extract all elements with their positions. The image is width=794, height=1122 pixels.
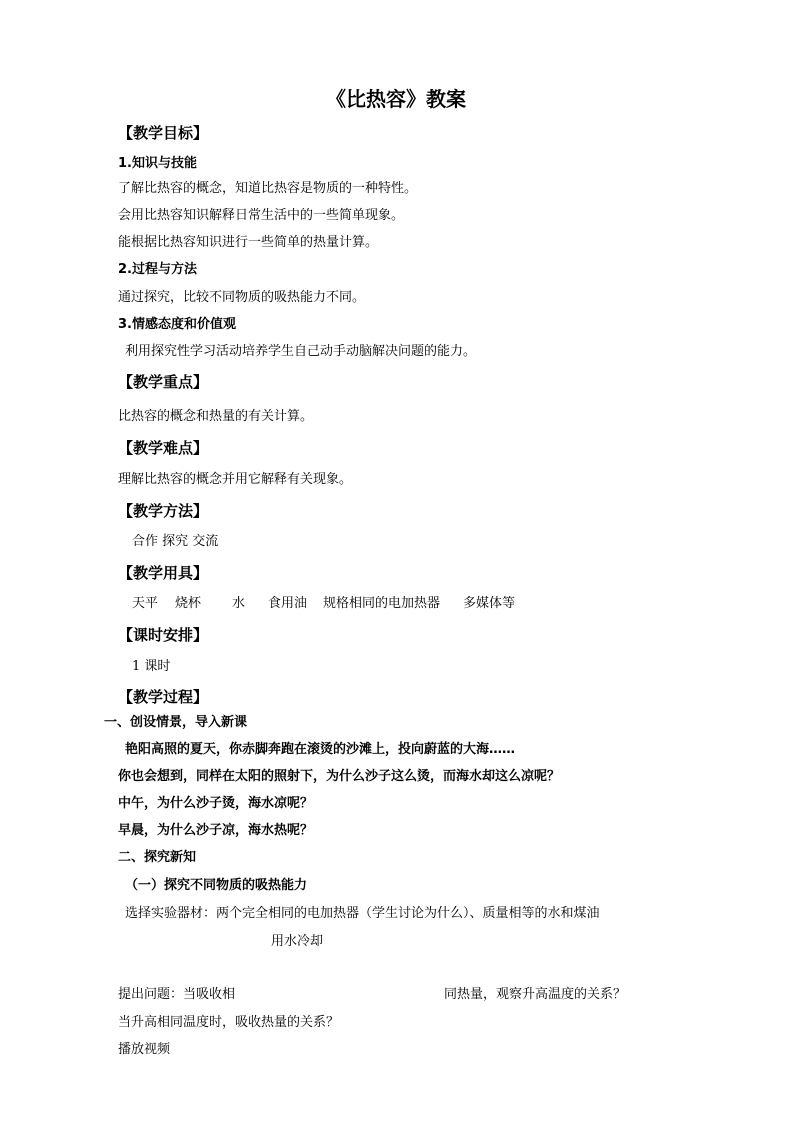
subheading-process-method: 2.过程与方法 [118, 262, 197, 277]
paragraph: 提出问题：当吸收相 [118, 987, 236, 1002]
paragraph: 利用探究性学习活动培养学生自己动手动脑解决问题的能力。 [125, 344, 477, 359]
paragraph: 会用比热容知识解释日常生活中的一些简单现象。 [118, 208, 405, 223]
paragraph: 中午，为什么沙子烫，海水凉呢？ [118, 796, 314, 811]
tool-item: 水 [232, 596, 246, 611]
section-heading-key-points: 【教学重点】 [118, 373, 209, 391]
paragraph: 当升高相同温度时，吸收热量的关系？ [118, 1015, 340, 1030]
paragraph: 理解比热容的概念并用它解释有关现象。 [118, 472, 353, 487]
section-heading-methods: 【教学方法】 [118, 502, 209, 520]
tool-item: 规格相同的电加热器 [323, 596, 441, 611]
paragraph: 同热量，观察升高温度的关系？ [444, 987, 627, 1002]
paragraph: 能根据比热容知识进行一些简单的热量计算。 [118, 235, 379, 250]
section-heading-schedule: 【课时安排】 [118, 626, 209, 644]
tool-item: 天平 [132, 596, 159, 611]
paragraph: 早晨，为什么沙子凉，海水热呢？ [118, 823, 314, 838]
paragraph: 1 课时 [132, 659, 171, 674]
paragraph: 比热容的概念和热量的有关计算。 [118, 409, 314, 424]
tool-item: 多媒体等 [463, 596, 516, 611]
section-heading-tools: 【教学用具】 [118, 564, 209, 582]
section-heading-difficulties: 【教学难点】 [118, 439, 209, 457]
subheading-intro: 一、创设情景，导入新课 [104, 715, 248, 730]
subheading-attitude: 3.情感态度和价值观 [118, 317, 236, 332]
section-heading-process: 【教学过程】 [118, 688, 209, 706]
paragraph: 播放视频 [118, 1042, 171, 1057]
paragraph: 选择实验器材：两个完全相同的电加热器（学生讨论为什么）、质量相等的水和煤油 [125, 906, 600, 921]
subheading-explore: 二、探究新知 [118, 850, 197, 865]
paragraph: 艳阳高照的夏天，你赤脚奔跑在滚烫的沙滩上，投向蔚蓝的大海…… [125, 742, 516, 757]
page-title: 《比热容》教案 [326, 87, 466, 111]
subheading-explore-1: （一）探究不同物质的吸热能力 [125, 878, 308, 893]
tool-item: 食用油 [268, 596, 308, 611]
subheading-knowledge: 1.知识与技能 [118, 156, 197, 171]
paragraph: 通过探究，比较不同物质的吸热能力不同。 [118, 290, 366, 305]
tool-item: 烧杯 [175, 596, 202, 611]
paragraph: 合作 探究 交流 [132, 534, 219, 549]
paragraph: 你也会想到，同样在太阳的照射下，为什么沙子这么烫，而海水却这么凉呢？ [118, 769, 561, 784]
paragraph: 了解比热容的概念，知道比热容是物质的一种特性。 [118, 181, 418, 196]
paragraph: 用水冷却 [271, 934, 324, 949]
section-heading-goals: 【教学目标】 [118, 124, 209, 142]
